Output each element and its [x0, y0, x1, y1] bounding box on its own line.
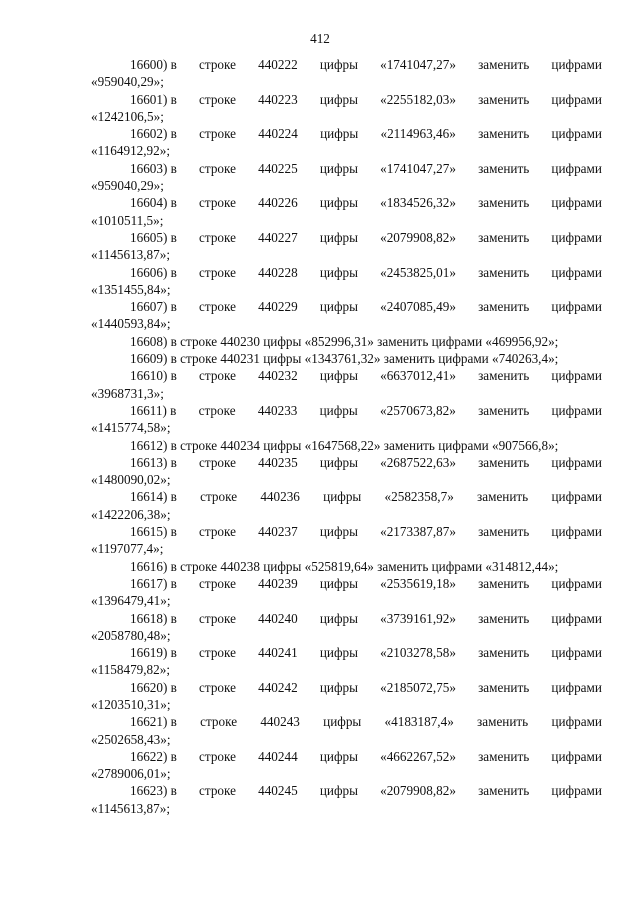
row-number: 440243 [260, 714, 300, 730]
amendment-continuation [91, 627, 602, 644]
amendment-item [91, 56, 602, 91]
old-value: «1741047,27» [380, 57, 456, 72]
new-value: «1396479,41»; [91, 593, 171, 609]
amendment-item [91, 523, 602, 558]
amendment-item [91, 679, 602, 714]
old-value: «2407085,49» [380, 299, 456, 315]
amendment-line [91, 523, 602, 540]
word: цифрами [551, 748, 602, 764]
row-number: 440244 [258, 748, 298, 764]
amendment-item [91, 350, 602, 367]
document-body [91, 56, 602, 817]
row-number: 440236 [260, 489, 300, 505]
row-number: 440223 [258, 91, 298, 107]
row-number: 440222 [258, 57, 298, 72]
new-value: «1145613,87»; [91, 800, 171, 816]
item-number: 16600) в [130, 57, 177, 72]
word: заменить [478, 610, 530, 626]
amendment-item [91, 194, 602, 229]
amendment-continuation [91, 142, 602, 159]
new-value: «1203510,31»; [91, 696, 171, 712]
word: цифрами [551, 645, 602, 661]
amendment-continuation [91, 419, 602, 436]
word: цифрами [551, 679, 602, 695]
new-value: «1242106,5»; [91, 108, 164, 124]
new-value: «1351455,84»; [91, 281, 171, 297]
amendment-line [91, 454, 602, 471]
word: цифры [323, 714, 362, 730]
word: цифрами [551, 368, 602, 384]
word: цифрами [551, 402, 602, 418]
row-number: 440233 [257, 402, 298, 418]
word: цифрами [551, 454, 602, 470]
amendment-item [91, 575, 602, 610]
word: заменить [478, 454, 530, 470]
amendment-item [91, 437, 602, 454]
amendment-item [91, 644, 602, 679]
word: заменить [477, 489, 529, 505]
old-value: «2079908,82» [380, 229, 456, 245]
amendment-line [91, 333, 602, 350]
word: цифрами [551, 714, 602, 730]
word: цифрами [551, 524, 602, 540]
item-number: 16615) в [130, 524, 177, 540]
amendment-line [91, 437, 602, 454]
word: цифры [319, 160, 358, 176]
amendment-line [91, 350, 602, 367]
word: строке [199, 299, 236, 315]
word: заменить [478, 126, 530, 142]
amendment-continuation [91, 696, 602, 713]
word: заменить [477, 714, 529, 730]
word: строке [199, 610, 236, 626]
amendment-continuation [91, 246, 602, 263]
old-value: «2687522,63» [380, 454, 456, 470]
row-number: 440229 [258, 299, 298, 315]
page-number: 412 [310, 31, 330, 46]
word: строке [199, 679, 236, 695]
word: цифры [319, 91, 358, 107]
item-number: 16619) в [130, 645, 177, 661]
item-number: 16604) в [130, 195, 177, 211]
new-value: «1440593,84»; [91, 316, 171, 332]
old-value: «2173387,87» [380, 524, 456, 540]
amendment-item [91, 558, 602, 575]
amendment-continuation [91, 385, 602, 402]
word: строке [199, 160, 236, 176]
new-value: «1197077,4»; [91, 541, 164, 557]
new-value: «2789006,01»; [91, 766, 171, 782]
word: цифры [319, 299, 358, 315]
word: цифрами [551, 229, 602, 245]
old-value: «2114963,46» [380, 126, 456, 142]
word: цифрами [551, 610, 602, 626]
amendment-line [91, 125, 602, 142]
amendment-continuation [91, 540, 602, 557]
word: цифры [319, 575, 358, 591]
word: заменить [478, 524, 530, 540]
word: цифры [319, 57, 358, 72]
amendment-text: 16609) в строке 440231 цифры «1343761,32» заменить цифрами «740263,4»; [130, 351, 559, 367]
amendment-continuation [91, 800, 602, 817]
new-value: «1010511,5»; [91, 212, 164, 228]
item-number: 16613) в [130, 454, 177, 470]
item-number: 16611) в [130, 402, 177, 418]
amendment-continuation [91, 177, 602, 194]
amendment-continuation [91, 765, 602, 782]
word: строке [199, 126, 237, 142]
word: заменить [478, 91, 530, 107]
new-value: «1164912,92»; [91, 143, 171, 159]
word: строке [199, 783, 236, 799]
new-value: «1422206,38»; [91, 506, 171, 522]
word: заменить [478, 402, 530, 418]
word: заменить [478, 783, 530, 799]
old-value: «2185072,75» [380, 679, 456, 695]
word: строке [200, 714, 238, 730]
word: строке [199, 368, 236, 384]
amendment-text: 16612) в строке 440234 цифры «1647568,22» заменить цифрами «907566,8»; [130, 437, 559, 453]
item-number: 16601) в [130, 91, 177, 107]
row-number: 440226 [258, 195, 298, 211]
new-value: «1145613,87»; [91, 247, 171, 263]
word: цифры [319, 264, 358, 280]
item-number: 16603) в [130, 160, 177, 176]
word: цифрами [551, 195, 602, 211]
old-value: «2570673,82» [380, 402, 456, 418]
amendment-line [91, 782, 602, 799]
new-value: «959040,29»; [91, 178, 164, 194]
word: цифры [319, 748, 358, 764]
amendment-item [91, 264, 602, 299]
amendment-item [91, 713, 602, 748]
word: заменить [478, 264, 530, 280]
old-value: «1834526,32» [380, 195, 456, 211]
word: цифры [319, 783, 358, 799]
item-number: 16607) в [130, 299, 177, 315]
word: заменить [478, 575, 530, 591]
row-number: 440227 [258, 229, 298, 245]
row-number: 440245 [258, 783, 298, 799]
amendment-line [91, 298, 602, 315]
word: цифрами [551, 783, 602, 799]
word: заменить [478, 160, 530, 176]
word: цифрами [551, 264, 602, 280]
word: заменить [478, 368, 530, 384]
row-number: 440240 [258, 610, 298, 626]
amendment-continuation [91, 592, 602, 609]
amendment-item [91, 488, 602, 523]
amendment-continuation [91, 281, 602, 298]
amendment-line [91, 56, 602, 73]
amendment-item [91, 454, 602, 489]
old-value: «3739161,92» [380, 610, 456, 626]
word: цифры [319, 679, 358, 695]
word: строке [199, 748, 236, 764]
old-value: «2535619,18» [380, 575, 456, 591]
amendment-line [91, 679, 602, 696]
row-number: 440232 [258, 368, 298, 384]
amendment-item [91, 610, 602, 645]
amendment-continuation [91, 108, 602, 125]
amendment-item [91, 748, 602, 783]
word: цифры [319, 229, 358, 245]
old-value: «2079908,82» [380, 783, 456, 799]
amendment-item [91, 333, 602, 350]
new-value: «2058780,48»; [91, 627, 171, 643]
old-value: «4662267,52» [380, 748, 456, 764]
word: заменить [478, 299, 530, 315]
old-value: «4183187,4» [384, 714, 454, 730]
word: цифры [319, 402, 358, 418]
amendment-line [91, 367, 602, 384]
amendment-item [91, 298, 602, 333]
word: строке [199, 524, 236, 540]
word: цифры [319, 524, 358, 540]
new-value: «1480090,02»; [91, 472, 171, 488]
item-number: 16606) в [130, 264, 177, 280]
amendment-line [91, 575, 602, 592]
old-value: «2255182,03» [380, 91, 456, 107]
word: строке [199, 264, 236, 280]
item-number: 16614) в [130, 489, 177, 505]
word: строке [199, 57, 236, 72]
amendment-item [91, 125, 602, 160]
amendment-item [91, 782, 602, 817]
row-number: 440242 [258, 679, 298, 695]
amendment-line [91, 160, 602, 177]
word: цифрами [551, 575, 602, 591]
old-value: «6637012,41» [380, 368, 456, 384]
amendment-item [91, 91, 602, 126]
amendment-line [91, 229, 602, 246]
item-number: 16602) в [130, 126, 177, 142]
word: цифрами [551, 91, 602, 107]
word: цифры [320, 126, 359, 142]
amendment-continuation [91, 731, 602, 748]
word: цифрами [551, 57, 602, 72]
item-number: 16622) в [130, 748, 177, 764]
row-number: 440239 [258, 575, 298, 591]
word: заменить [478, 57, 530, 72]
word: строке [199, 454, 236, 470]
amendment-line [91, 748, 602, 765]
amendment-item [91, 160, 602, 195]
word: цифры [319, 645, 358, 661]
item-number: 16623) в [130, 783, 177, 799]
old-value: «2582358,7» [384, 489, 454, 505]
word: цифрами [551, 299, 602, 315]
word: строке [199, 645, 236, 661]
new-value: «1158479,82»; [91, 662, 171, 678]
amendment-item [91, 402, 602, 437]
word: строке [198, 402, 236, 418]
item-number: 16605) в [130, 229, 177, 245]
row-number: 440225 [258, 160, 298, 176]
word: строке [199, 575, 236, 591]
word: цифры [319, 195, 358, 211]
amendment-line [91, 488, 602, 505]
amendment-item [91, 367, 602, 402]
old-value: «2453825,01» [380, 264, 456, 280]
amendment-continuation [91, 471, 602, 488]
item-number: 16610) в [130, 368, 177, 384]
word: заменить [478, 229, 530, 245]
word: заменить [478, 748, 530, 764]
new-value: «2502658,43»; [91, 731, 171, 747]
amendment-item [91, 229, 602, 264]
amendment-line [91, 91, 602, 108]
amendment-continuation [91, 73, 602, 90]
word: цифры [323, 489, 362, 505]
amendment-line [91, 644, 602, 661]
amendment-line [91, 264, 602, 281]
word: заменить [478, 195, 530, 211]
word: строке [199, 195, 236, 211]
new-value: «1415774,58»; [91, 420, 171, 436]
word: цифры [319, 368, 358, 384]
new-value: «959040,29»; [91, 74, 164, 90]
amendment-text: 16608) в строке 440230 цифры «852996,31» заменить цифрами «469956,92»; [130, 333, 559, 349]
amendment-text: 16616) в строке 440238 цифры «525819,64» заменить цифрами «314812,44»; [130, 558, 559, 574]
row-number: 440228 [258, 264, 298, 280]
word: цифры [319, 610, 358, 626]
old-value: «2103278,58» [380, 645, 456, 661]
row-number: 440224 [258, 126, 298, 142]
word: цифрами [551, 160, 602, 176]
item-number: 16620) в [130, 679, 177, 695]
word: строке [199, 91, 236, 107]
amendment-line [91, 610, 602, 627]
item-number: 16618) в [130, 610, 177, 626]
amendment-continuation [91, 315, 602, 332]
amendment-continuation [91, 506, 602, 523]
amendment-line [91, 713, 602, 730]
word: заменить [478, 645, 530, 661]
word: строке [200, 489, 238, 505]
amendment-line [91, 558, 602, 575]
old-value: «1741047,27» [380, 160, 456, 176]
amendment-continuation [91, 212, 602, 229]
row-number: 440241 [258, 645, 298, 661]
word: цифрами [551, 126, 602, 142]
amendment-line [91, 194, 602, 211]
word: заменить [478, 679, 530, 695]
item-number: 16617) в [130, 575, 177, 591]
item-number: 16621) в [130, 714, 177, 730]
amendment-continuation [91, 661, 602, 678]
word: строке [199, 229, 236, 245]
word: цифры [319, 454, 358, 470]
amendment-line [91, 402, 602, 419]
row-number: 440235 [258, 454, 298, 470]
word: цифрами [551, 489, 602, 505]
row-number: 440237 [258, 524, 298, 540]
new-value: «3968731,3»; [91, 385, 164, 401]
